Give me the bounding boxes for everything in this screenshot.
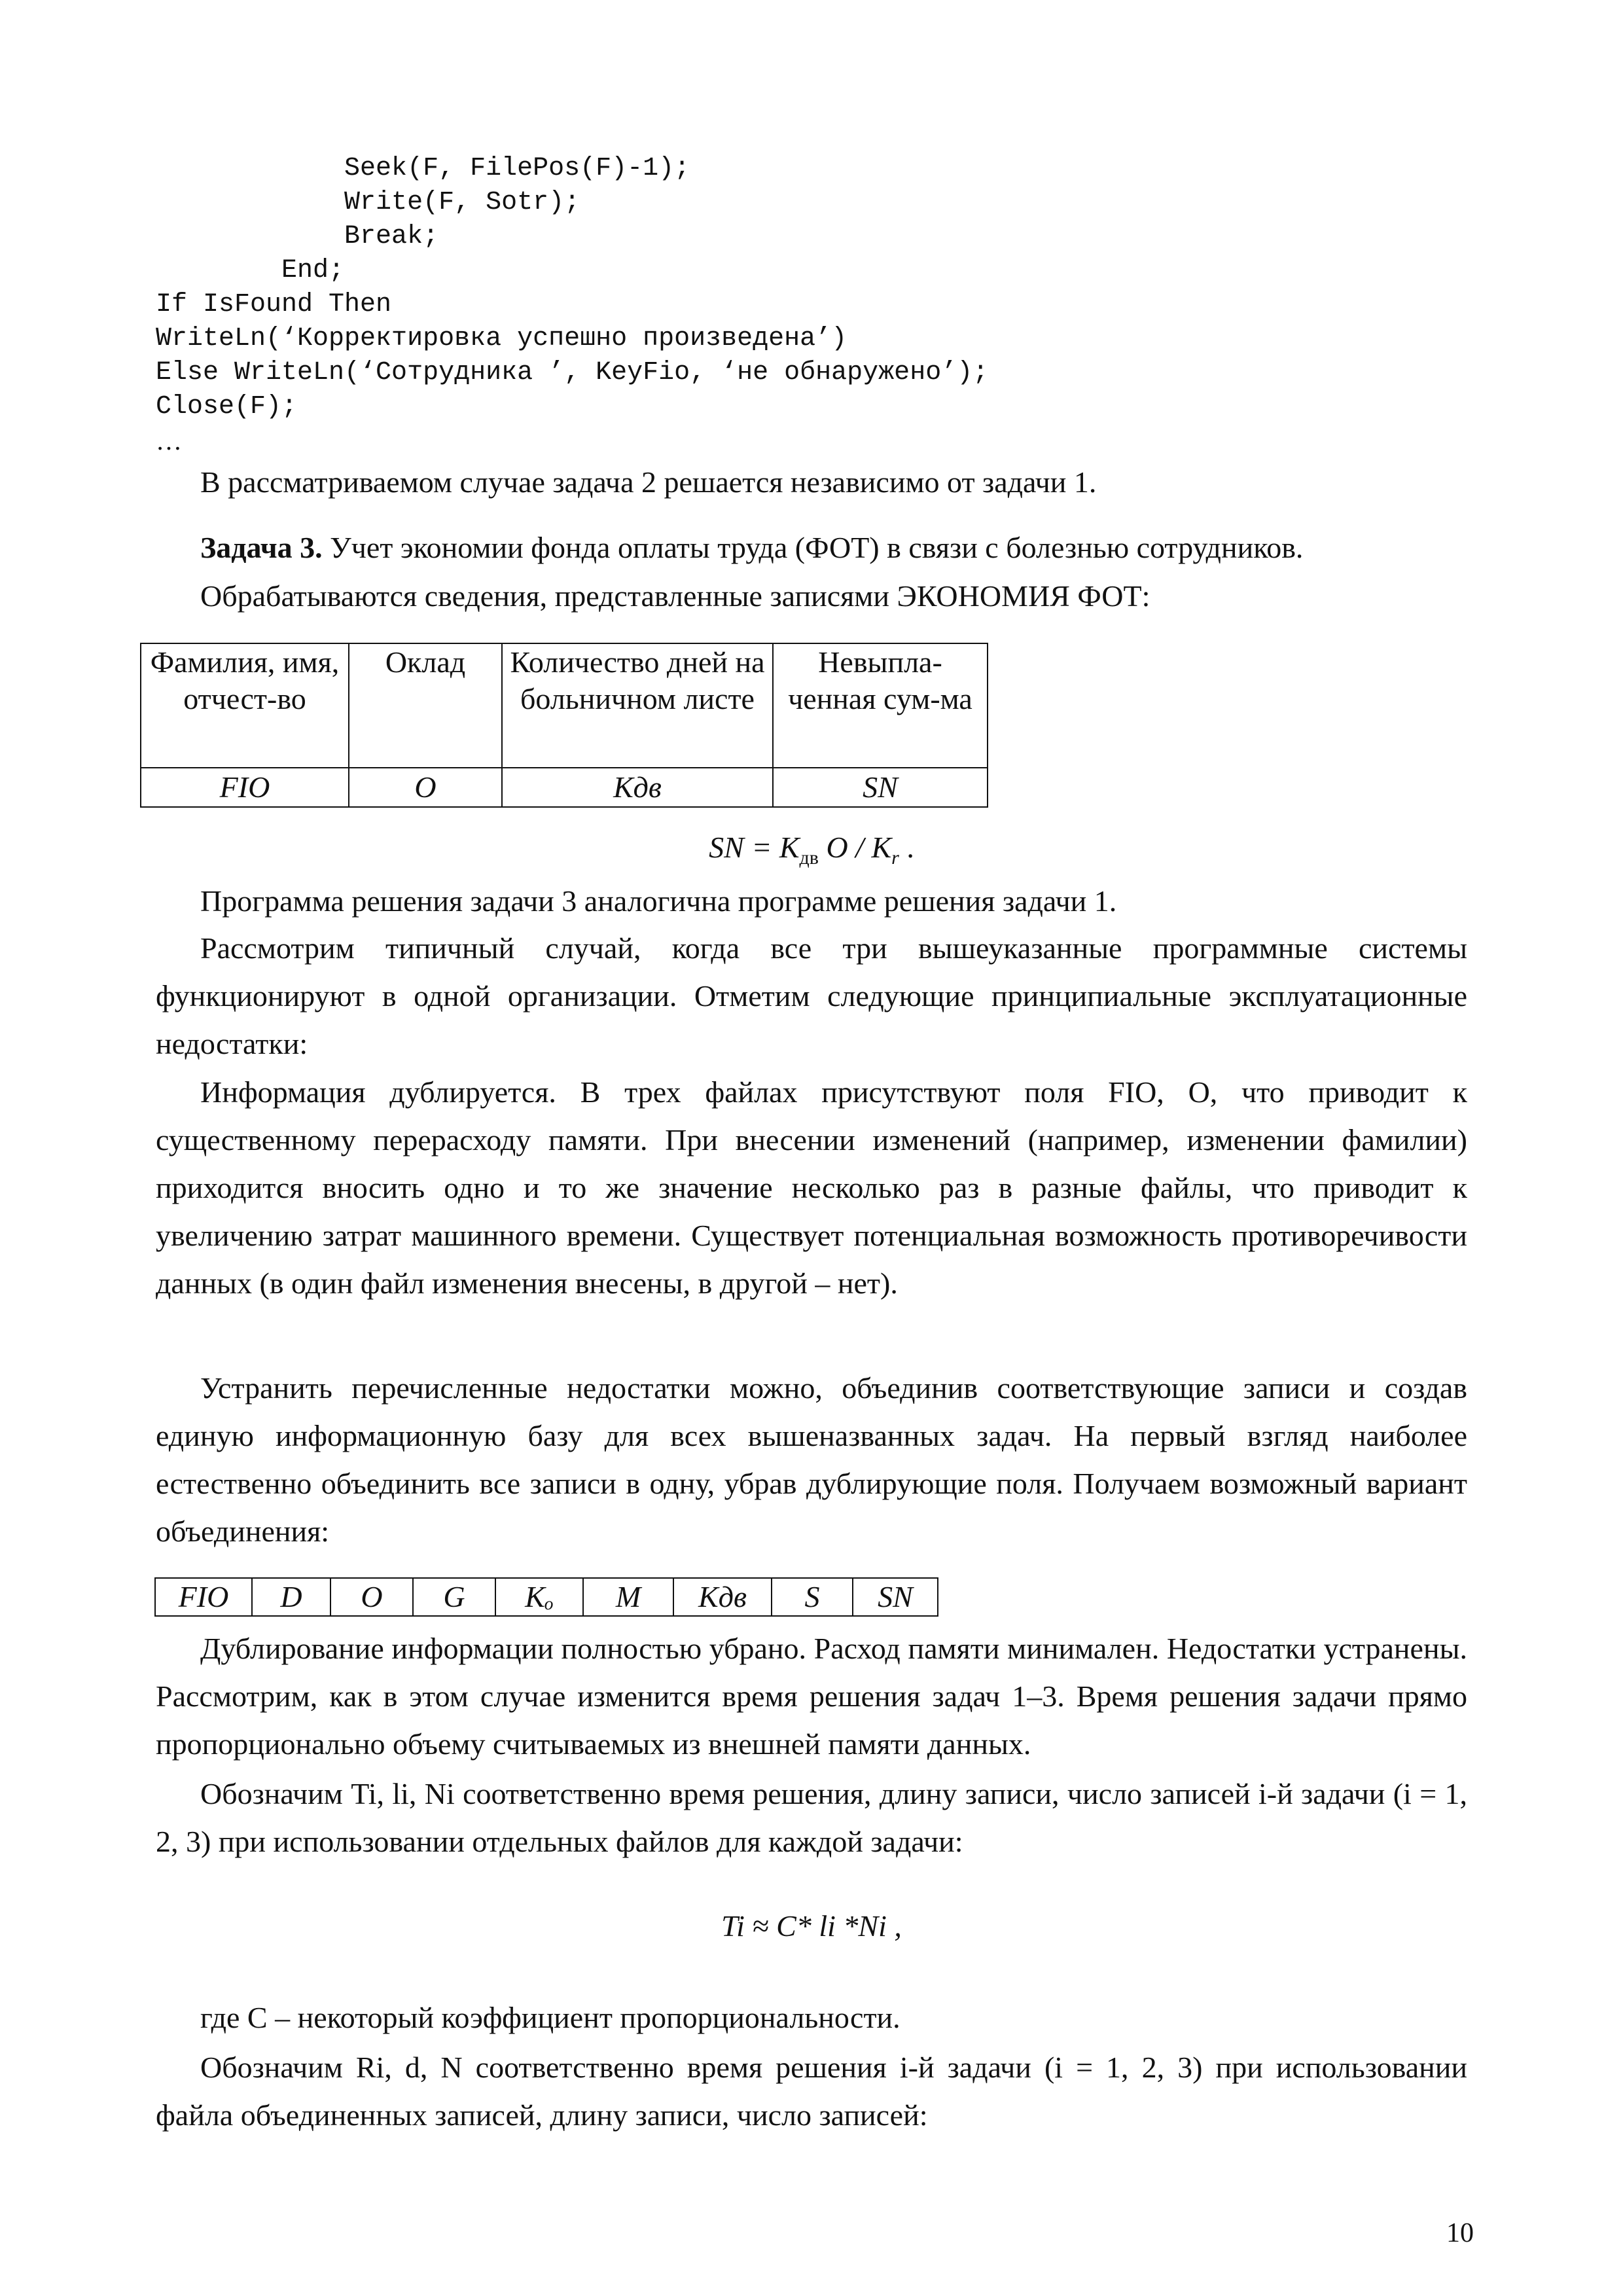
code-line-8: Close(F); [156, 392, 298, 422]
paragraph-4: Рассмотрим типичный случай, когда все три вышеуказанные программные системы функционируют в одной организации. Отметим следующие принципиальные эксплуатационные недостатки: [156, 931, 1467, 1060]
symbol-sn: SN [773, 768, 988, 807]
paragraph-6: Устранить перечисленные недостатки можно, объединив соответствующие записи и создав единую информационную базу для всех вышеназванных задач. На первый взгляд наиболее естественно объединить все записи в одну, убрав дублирующие поля. Получаем возможный вариант объединения: [156, 1371, 1467, 1548]
header-fio: Фамилия, имя, отчест-во [141, 643, 349, 768]
field-sn: SN [853, 1578, 938, 1616]
page-number: 10 [1446, 2218, 1474, 2248]
formula-ti: Ti ≈ C* li *Ni , [721, 1909, 902, 1943]
field-g: G [413, 1578, 495, 1616]
formula-sn: SN = $K_{дв}$ O / $K_r$ . [709, 831, 914, 869]
code-line-2: Write(F, Sotr); [156, 188, 580, 217]
header-unpaid: Невыпла-ченная сум-ма [773, 643, 988, 768]
field-fio: FIO [155, 1578, 252, 1616]
field-kdv: Kдв [673, 1578, 772, 1616]
paragraph-3: Программа решения задачи 3 аналогична программе решения задачи 1. [200, 884, 1117, 918]
table-merged-record [154, 1577, 938, 1617]
paragraph-2: Обрабатываются сведения, представленные записями ЭКОНОМИЯ ФОТ: [200, 579, 1150, 613]
field-o: O [330, 1578, 413, 1616]
code-line-4: End; [156, 256, 345, 285]
task-3-label: Задача 3. [200, 531, 323, 564]
paragraph-1: В рассматриваемом случае задача 2 решается независимо от задачи 1. [200, 465, 1097, 499]
code-line-6: WriteLn(‘Корректировка успешно произведена’) [156, 324, 847, 353]
paragraph-7: Дублирование информации полностью убрано. Расход памяти минимален. Недостатки устранены. Рассмотрим, как в этом случае изменится время решения задач 1–3. Время решения задачи прямо пропорционально объему считываемых из внешней памяти данных. [156, 1632, 1467, 1761]
field-m: M [583, 1578, 673, 1616]
paragraph-10: Обозначим Ri, d, N соответственно время решения i-й задачи (i = 1, 2, 3) при использовании файла объединенных записей, длину записи, число записей: [156, 2051, 1467, 2132]
table-ekonomiya-fot [140, 643, 988, 808]
task-3-text: Учет экономии фонда оплаты труда (ФОТ) в связи с болезнью сотрудников. [322, 531, 1304, 564]
code-line-7: Else WriteLn(‘Сотрудника ’, KeyFio, ‘не обнаружено’); [156, 358, 989, 387]
code-line-1: Seek(F, FilePos(F)-1); [156, 154, 690, 183]
code-line-5: If IsFound Then [156, 290, 392, 319]
header-days: Количество дней на больничном листе [502, 643, 773, 768]
paragraph-9: где C – некоторый коэффициент пропорциональности. [200, 2001, 901, 2034]
field-s: S [772, 1578, 853, 1616]
symbol-fio: FIO [141, 768, 349, 807]
paragraph-8: Обозначим Ti, li, Ni соответственно время решения, длину записи, число записей i-й задачи (i = 1, 2, 3) при использовании отдельных файлов для каждой задачи: [156, 1777, 1467, 1858]
task-3-heading [200, 524, 1467, 571]
code-ellipsis: … [156, 426, 182, 456]
paragraph-5: Информация дублируется. В трех файлах присутствуют поля FIO, O, что приводит к существенному перерасходу памяти. При внесении изменений (например, изменении фамилии) приходится вносить одно и то же значение несколько раз в разные файлы, что приводит к увеличению затрат машинного времени. Существует потенциальная возможность противоречивости данных (в один файл изменения внесены, в другой – нет). [156, 1075, 1467, 1300]
field-d: D [252, 1578, 330, 1616]
symbol-o: O [349, 768, 502, 807]
code-line-3: Break; [156, 222, 439, 251]
symbol-kdv: Кдв [502, 768, 773, 807]
field-ko: Kₒ [495, 1578, 583, 1616]
header-oklad: Оклад [349, 643, 502, 768]
